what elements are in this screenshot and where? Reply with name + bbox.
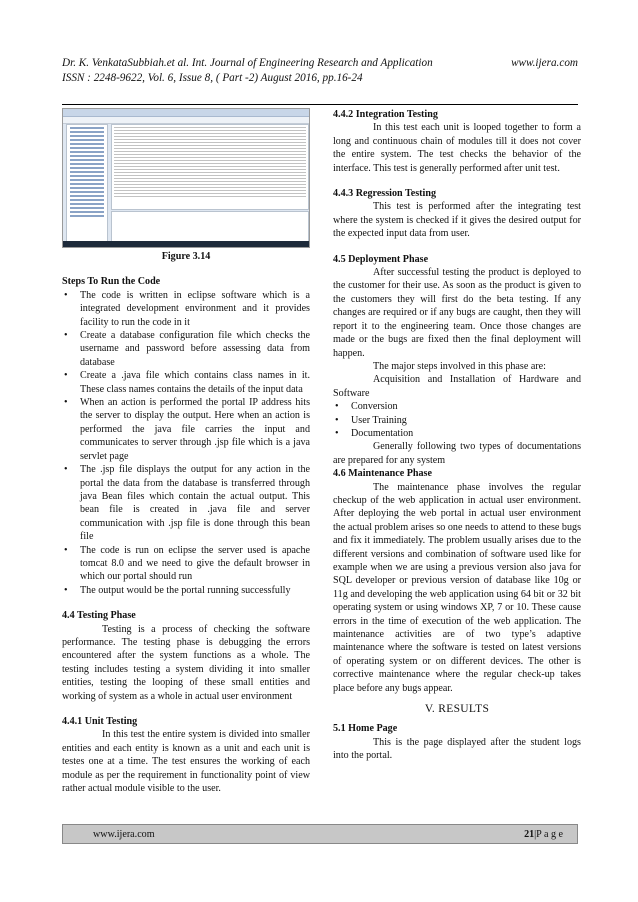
steps-heading: Steps To Run the Code: [62, 276, 161, 288]
screenshot-menu-bar: [63, 117, 309, 124]
home-page-paragraph: This is the page displayed after the student logs into the portal.: [333, 736, 581, 762]
unit-testing-heading: 4.4.1 Unit Testing: [62, 716, 138, 727]
deployment-steps-item: • Documentation: [333, 427, 581, 440]
screenshot-data-grid: [111, 124, 309, 210]
figure-caption: Figure 3.14: [161, 251, 211, 262]
steps-list-item: • The .jsp file displays the output for any action in the portal the data from the database is transferred through java Bean files which contain the actual output. This bean file is created in .java file and server communication with .jsp file is done through this bean file: [62, 463, 310, 543]
regression-testing-paragraph: This test is performed after the integrating test where the system is checked if it gives the desired output for the expected input data from user.: [333, 201, 581, 240]
steps-list: [62, 289, 310, 597]
screenshot-output-panel: [111, 211, 309, 243]
maintenance-heading: 4.6 Maintenance Phase: [333, 468, 432, 480]
documentation-paragraph: Generally following two types of documentations are prepared for any system: [333, 441, 581, 466]
running-header: [62, 56, 578, 86]
eclipse-screenshot-figure: [62, 108, 310, 248]
footer-page-number: [524, 829, 563, 840]
screenshot-title-bar: [63, 109, 309, 117]
deployment-steps-list: [333, 400, 581, 440]
deployment-steps-acquisition: Acquisition and Installation of Hardware and Software: [333, 374, 581, 399]
results-section-heading: V. RESULTS: [424, 703, 490, 716]
header-citation: Dr. K. VenkataSubbiah.et al. Int. Journal of Engineering Research and Application: [62, 57, 433, 69]
home-page-heading: 5.1 Home Page: [333, 723, 398, 735]
steps-list-item: • When an action is performed the portal IP address hits the server to display the output. Here when an action is performed the java file carries the input and communicates to server through .jsp file which is a java servlet page: [62, 396, 310, 463]
testing-heading: 4.4 Testing Phase: [62, 610, 136, 622]
deployment-paragraph: After successful testing the product is deployed to the customer for their use. As soon as the product is given to the customers they will first do the beta testing. If any changes are required or if any bugs are caught, then they will report it to the engineering team. Once those changes are made or the bugs are fixed then the final deployment will happen.: [333, 267, 581, 359]
unit-testing-paragraph: In this test the entire system is divided into smaller entities and each entity is known as a unit and each unit is testes one at a time. The test ensures the working of each module as per the requirement in functionality point of view rather actual module visible to the user.: [62, 729, 310, 795]
steps-list-item: • Create a .java file which contains class names in it. These class names contains the details of the input data: [62, 369, 310, 396]
maintenance-paragraph: The maintenance phase involves the regular checkup of the web application in actual user environment. After deploying the web portal in actual user environment the actual problem arises so one needs to attend to these bugs and fix it immediately. The problem usually arises due to the different versions and combination of software used like for example when we are using a previous version also java for SQL developer or previous version of database like 10g or 11g and developing the web application using 64 bit or 32 bit operating system or using windows XP, 7 or 10. These cause errors in the time of execution of the web application. The maintenance activities are of two type’s adaptive maintenance where the software is tested on latest versions of operating system or on different devices. The other is corrective maintenance where the regular check-up takes place before any bugs appear.: [333, 481, 581, 694]
integration-testing-paragraph: In this test each unit is looped together to form a long and continuous chain of modules till it does not cover the entire system. The test checks the behavior of the interface. This test is generally performed after unit test.: [333, 122, 581, 174]
integration-testing-heading: 4.4.2 Integration Testing: [333, 109, 438, 120]
page-footer: [62, 824, 578, 844]
page-label: |P a g e: [534, 828, 563, 840]
deployment-steps-item: • User Training: [333, 414, 581, 427]
left-column: [62, 108, 310, 795]
deployment-heading: 4.5 Deployment Phase: [333, 253, 429, 265]
header-rule: [62, 104, 578, 105]
steps-list-item: • The code is written in eclipse software which is a integrated development environment and it provides facility to run the code in it: [62, 289, 310, 329]
footer-website: www.ijera.com: [93, 828, 155, 840]
screenshot-taskbar: [63, 241, 309, 247]
deployment-steps-intro: The major steps involved in this phase are:: [373, 360, 546, 372]
testing-paragraph: Testing is a process of checking the software performance. The testing phase is debugging the errors encountered after the system functions as a whole. The testing includes testing a system dividing it into smaller entities, testing the looping of these small entities and working of system as a whole in actual user environment: [62, 623, 310, 702]
steps-list-item: • The code is run on eclipse the server used is apache tomcat 8.0 and we need to give the default browser in which our portal should run: [62, 544, 310, 584]
steps-list-item: • Create a database configuration file which checks the username and password before assessing data from database: [62, 329, 310, 369]
steps-list-item: • The output would be the portal running successfully: [62, 584, 310, 597]
right-column: [333, 108, 581, 763]
header-website: www.ijera.com: [511, 57, 578, 69]
page-number: 21: [524, 828, 535, 840]
regression-testing-heading: 4.4.3 Regression Testing: [333, 188, 437, 200]
screenshot-navigator-panel: [66, 124, 108, 244]
deployment-steps-item: • Conversion: [333, 400, 581, 413]
header-issn: ISSN : 2248-9622, Vol. 6, Issue 8, ( Part -2) August 2016, pp.16-24: [62, 72, 363, 84]
